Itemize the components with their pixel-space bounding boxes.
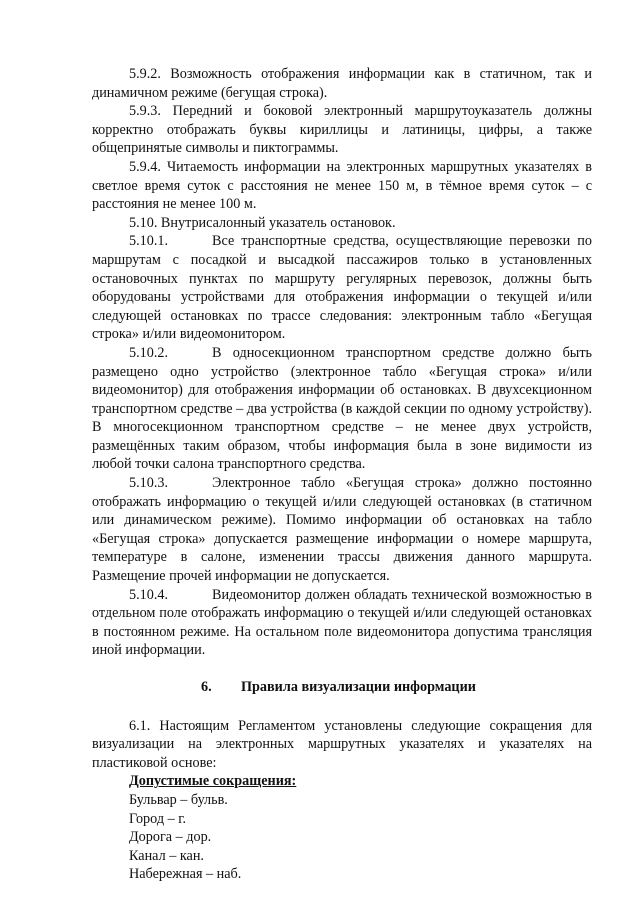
section-number: 6. <box>201 679 212 695</box>
abbreviation-item: Канал – кан. <box>129 847 204 864</box>
abbreviation-item: Город – г. <box>129 810 186 827</box>
paragraph-5-9-3: 5.9.3. Передний и боковой электронный маршрутоуказатель должны корректно отображать буквы кириллицы и латиницы, цифры, а также общепринятые символы и пиктограммы. <box>92 103 592 157</box>
item-text: Видеомонитор должен обладать технической возможностью в отдельном поле отображать информацию о текущей и/или следующей остановках в постоянном режиме. На остальном поле видеомонитора допустима трансляция иной информации. <box>92 586 592 659</box>
item-text: Все транспортные средства, осуществляющие перевозки по маршрутам с посадкой и высадкой пассажиров только в установленных остановочных пунктах по маршруту регулярных перевозок, должны быть оборудованы устройствами для отображения информации о текущей и/или следующей остановках по трассе следования: электронным табло «Бегущая строка» и/или видеомонитором. <box>92 233 592 343</box>
item-number: 5.10.1. <box>129 233 169 250</box>
paragraph-5-10-4 <box>92 586 592 660</box>
document-body <box>92 65 592 884</box>
paragraph-5-9-4: 5.9.4. Читаемость информации на электронных маршрутных указателях в светлое время суток с расстояния не менее 150 м, в тёмное время суток – с расстояния не менее 100 м. <box>92 158 592 213</box>
section-heading <box>92 678 592 697</box>
abbreviation-item: Набережная – наб. <box>129 866 242 883</box>
item-number: 5.10.3. <box>129 475 169 492</box>
abbreviation-item: Бульвар – бульв. <box>129 791 228 808</box>
abbreviations-title: Допустимые сокращения: <box>129 773 297 790</box>
paragraph-5-10-3 <box>92 474 592 586</box>
paragraph-5-10: 5.10. Внутрисалонный указатель остановок. <box>129 214 396 231</box>
paragraph-5-10-2 <box>92 344 592 474</box>
section-title: Правила визуализации информации <box>241 679 476 695</box>
paragraph-5-10-1 <box>92 232 592 344</box>
item-number: 5.10.4. <box>129 586 169 603</box>
item-number: 5.10.2. <box>129 344 169 361</box>
paragraph-5-9-2: 5.9.2. Возможность отображения информации как в статичном, так и динамичном режиме (бегущая строка). <box>92 66 592 101</box>
item-text: В односекционном транспортном средстве должно быть размещено одно устройство (электронное табло «Бегущая строка» и/или видеомонитор) для отображения информации об остановках. В двухсекционном транспортном средстве – два устройства (в каждой секции по одному устройству). В многосекционном транспортном средстве – не менее двух устройств, размещённых таким образом, чтобы информация была в зоне видимости из любой точки салона транспортного средства. <box>92 344 592 473</box>
abbreviation-item: Дорога – дор. <box>129 829 212 846</box>
paragraph-6-1: 6.1. Настоящим Регламентом установлены следующие сокращения для визуализации на электронных маршрутных указателях и указателях на пластиковой основе: <box>92 717 592 771</box>
item-text: Электронное табло «Бегущая строка» должно постоянно отображать информацию о текущей и/или следующей остановках (в статичном или динамическом режиме). Помимо информации об остановках на табло «Бегущая строка» допускается размещение информации о номере маршрута, температуре в салоне, изменении трассы движения данного маршрута. Размещение прочей информации не допускается. <box>92 475 592 585</box>
